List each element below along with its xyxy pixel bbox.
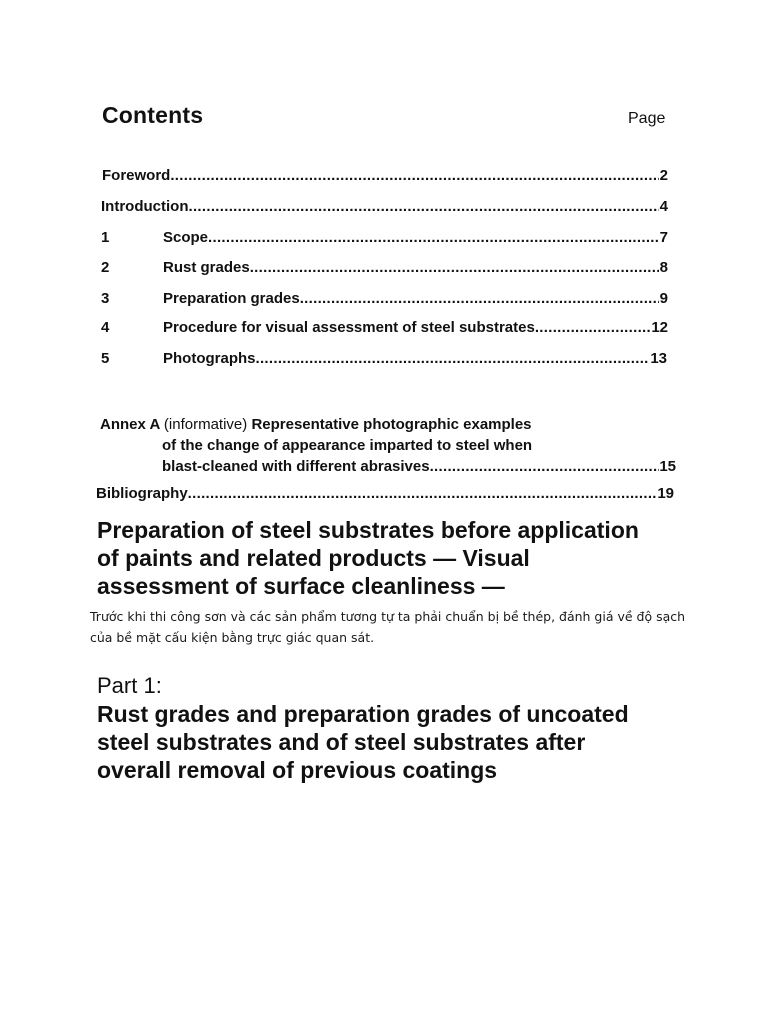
translation-note	[90, 606, 685, 648]
toc-entry-title: Preparation grades	[163, 290, 300, 307]
toc-entry-title: Introduction	[101, 198, 189, 215]
toc-entry-annex-a[interactable]	[100, 414, 680, 477]
annex-title-line-3: blast-cleaned with different abrasives	[162, 458, 430, 475]
toc-entry-page: 8	[659, 259, 668, 276]
main-title-line-2: of paints and related products — Visual	[97, 545, 530, 571]
part-title-line-3: overall removal of previous coatings	[97, 757, 498, 783]
toc-entry-preparation-grades[interactable]	[101, 290, 668, 310]
annex-title-line-1: Representative photographic examples	[251, 416, 532, 433]
toc-entry-procedure[interactable]	[101, 319, 668, 339]
toc-dot-leader	[188, 485, 657, 502]
toc-entry-foreword[interactable]	[102, 167, 668, 187]
toc-dot-leader	[250, 259, 659, 276]
toc-entry-title: Scope	[163, 229, 209, 246]
part-label: Part 1:	[97, 673, 162, 698]
toc-entry-title: Foreword	[102, 167, 171, 184]
toc-entry-page: 4	[659, 198, 668, 215]
toc-entry-page: 15	[659, 458, 676, 475]
toc-entry-page: 9	[659, 290, 668, 307]
toc-dot-leader	[430, 456, 660, 477]
toc-dot-leader	[300, 290, 659, 307]
part-title	[97, 700, 629, 784]
toc-entry-number: 3	[101, 290, 110, 307]
toc-entry-title: Procedure for visual assessment of steel substrates	[163, 319, 535, 336]
toc-entry-page: 13	[650, 350, 667, 367]
contents-heading: Contents	[102, 102, 204, 128]
toc-entry-number: 4	[101, 319, 110, 336]
toc-entry-title: Rust grades	[163, 259, 250, 276]
part-title-line-1: Rust grades and preparation grades of uncoated	[97, 701, 629, 727]
toc-entry-introduction[interactable]	[101, 198, 668, 218]
toc-entry-bibliography[interactable]	[96, 485, 674, 505]
page-column-label: Page	[628, 110, 666, 127]
toc-entry-page: 7	[659, 229, 668, 246]
toc-entry-page: 12	[651, 319, 668, 336]
toc-entry-title: Bibliography	[96, 485, 188, 502]
annex-label: Annex A	[100, 416, 160, 433]
toc-dot-leader	[535, 319, 650, 336]
translation-line-2: của bề mặt cấu kiện bằng trực giác quan sát.	[90, 630, 375, 645]
toc-entry-title: Photographs	[163, 350, 256, 367]
toc-entry-number: 2	[101, 259, 110, 276]
toc-dot-leader	[256, 350, 650, 367]
main-title-line-3: assessment of surface cleanliness —	[97, 573, 505, 599]
toc-dot-leader	[208, 229, 659, 246]
main-title-line-1: Preparation of steel substrates before application	[97, 517, 639, 543]
toc-entry-scope[interactable]	[101, 229, 668, 249]
toc-dot-leader	[170, 167, 658, 184]
toc-entry-page: 2	[659, 167, 668, 184]
translation-line-1: Trước khi thi công sơn và các sản phẩm tương tự ta phải chuẩn bị bề thép, đánh giá về độ sạch	[90, 609, 686, 624]
toc-entry-number: 5	[101, 350, 110, 367]
toc-entry-rust-grades[interactable]	[101, 259, 668, 279]
toc-dot-leader	[188, 198, 658, 215]
annex-qualifier: (informative)	[163, 416, 248, 433]
annex-line-1	[100, 414, 680, 435]
toc-entry-number: 1	[101, 229, 110, 246]
main-title	[97, 516, 639, 600]
annex-line-3	[100, 456, 676, 477]
annex-title-line-2: of the change of appearance imparted to steel when	[162, 437, 533, 454]
toc-entry-photographs[interactable]	[101, 350, 667, 370]
part-title-line-2: steel substrates and of steel substrates after	[97, 729, 586, 755]
toc-entry-page: 19	[657, 485, 674, 502]
